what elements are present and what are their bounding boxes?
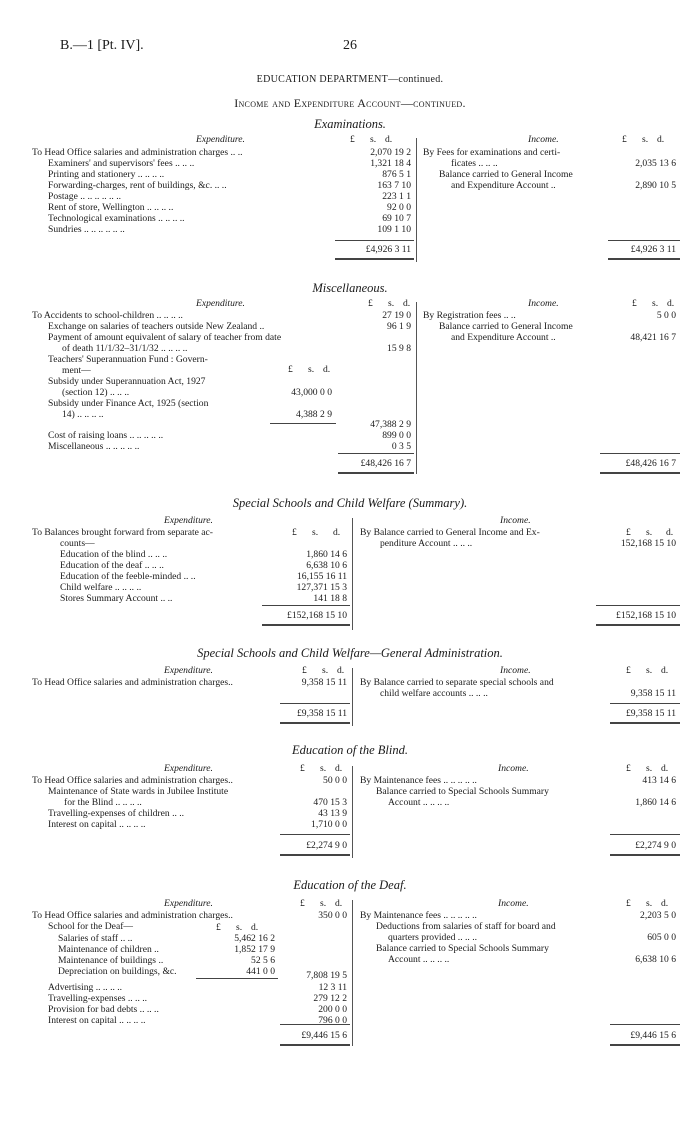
expenditure-row-amount: 27 19 0 [382,310,411,321]
expenditure-row-label: Advertising .. .. .. .. [48,982,123,993]
exp-pounds-heading: £ [300,898,305,909]
sub-shillings-heading: s. [308,364,315,375]
department-heading: EDUCATION DEPARTMENT—continued. [256,74,444,85]
expenditure-subtotal-rule [280,703,350,704]
income-row-label: By Fees for examinations and certi- [423,147,561,158]
expenditure-total: £152,168 15 10 [287,610,347,621]
expenditure-row-amount: 50 0 0 [323,775,347,786]
income-subtotal-rule [610,834,680,835]
expenditure-row-label: Stores Summary Account .. .. [60,593,173,604]
special-admin-title: Special Schools and Child Welfare—General Administration. [197,646,503,660]
income-row-label: and Expenditure Account .. [451,180,556,191]
exp-pence-heading: d. [385,134,393,145]
expenditure-row-label: Subsidy under Superannuation Act, 1927 [48,376,206,387]
expenditure-row-label: To Head Office salaries and administration charges.. [32,910,233,921]
income-subtotal-rule [610,1024,680,1025]
income-total: £2,274 9 0 [635,840,676,851]
inc-pounds-heading: £ [626,527,631,538]
inc-shillings-heading: s. [646,898,653,909]
exp-pounds-heading: £ [302,665,307,676]
income-row-label: Balance carried to Special Schools Summary [376,943,549,954]
exp-pounds-heading: £ [292,527,297,538]
expenditure-row-amount: 0 3 5 [391,441,411,452]
column-divider [352,518,353,630]
income-row-label: Balance carried to Special Schools Summary [376,786,549,797]
sub-pounds-heading: £ [288,364,293,375]
school-row-label: Depreciation on buildings, &c. [58,966,177,977]
expenditure-row-amount: 796 0 0 [318,1015,347,1026]
income-row-label: Balance carried to General Income [439,321,573,332]
expenditure-total: £48,426 16 7 [360,458,411,469]
expenditure-row-amount: 2,070 19 2 [370,147,411,158]
expenditure-row-label: To Head Office salaries and administration charges.. [32,775,233,786]
exp-pounds-heading: £ [300,763,305,774]
income-row-amount: 1,860 14 6 [635,797,676,808]
inc-pence-heading: d. [661,665,669,676]
examinations-title: Examinations. [314,117,386,131]
school-row-amount: 1,852 17 9 [234,944,275,955]
income-subtotal-rule [600,453,680,454]
income-row-label: ficates .. .. .. [451,158,498,169]
income-row-amount: 48,421 16 7 [630,332,676,343]
income-row-label: Account .. .. .. .. [388,954,450,965]
expenditure-row-label: School for the Deaf— [48,921,133,932]
expenditure-subtotal-rule [335,240,414,241]
sub-pence-heading: d. [323,364,331,375]
expenditure-subtotal-rule [338,453,414,454]
exp-pounds-heading: £ [350,134,355,145]
expenditure-row-amount: 96 1 9 [387,321,411,332]
income-total: £9,358 15 11 [625,708,676,719]
expenditure-row-label: of death 11/1/32–31/1/32 .. .. .. .. [62,343,188,354]
inc-pounds-heading: £ [626,665,631,676]
inc-pounds-heading: £ [632,298,637,309]
inc-shillings-heading: s. [646,527,653,538]
expenditure-row-label: Provision for bad debts .. .. .. [48,1004,159,1015]
expenditure-row-label: Education of the feeble-minded .. .. [60,571,196,582]
expenditure-row-amount: 470 15 3 [313,797,347,808]
subsidy-amount: 4,388 2 9 [296,409,332,420]
income-total: £152,168 15 10 [616,610,676,621]
income-total-rule [610,854,680,859]
expenditure-row-label: Postage .. .. .. .. .. .. [48,191,122,202]
exp-shillings-heading: s. [320,898,327,909]
income-heading: Income. [528,134,559,145]
expenditure-row-label: Sundries .. .. .. .. .. .. [48,224,125,235]
deaf-title: Education of the Deaf. [293,878,407,892]
income-heading: Income. [498,898,529,909]
school-row-label: Maintenance of buildings .. [58,955,164,966]
income-row-amount: 5 0 0 [656,310,676,321]
income-row-amount: 2,203 5 0 [640,910,676,921]
income-subtotal-rule [596,605,680,606]
income-heading: Income. [500,515,531,526]
expenditure-row-label: Technological examinations .. .. .. .. [48,213,185,224]
expenditure-row-label: To Balances brought forward from separate ac- [32,527,213,538]
exp-pence-heading: d. [333,527,341,538]
expenditure-row-amount: 43 13 9 [318,808,347,819]
subsidy-rule [270,423,336,424]
income-row-label: Balance carried to General Income [439,169,573,180]
income-row-amount: 6,638 10 6 [635,954,676,965]
sub-pence-heading: d. [251,922,259,933]
expenditure-row-amount: 350 0 0 [318,910,347,921]
expenditure-total-rule [338,472,414,477]
exp-pence-heading: d. [403,298,411,309]
inc-pence-heading: d. [657,134,665,145]
expenditure-row-label: ment— [62,365,91,376]
expenditure-subtotal-rule [262,605,350,606]
expenditure-row-amount: 12 3 11 [318,982,347,993]
sub-pounds-heading: £ [216,922,221,933]
income-row-label: penditure Account .. .. .. [380,538,473,549]
exp-shillings-heading: s. [320,763,327,774]
expenditure-row-label: Child welfare .. .. .. .. [60,582,142,593]
expenditure-row-amount: 109 1 10 [377,224,411,235]
expenditure-row-label: Cost of raising loans .. .. .. .. .. [48,430,164,441]
expenditure-row-label: for the Blind .. .. .. .. [64,797,142,808]
income-total: £48,426 16 7 [625,458,676,469]
inc-pounds-heading: £ [626,898,631,909]
expenditure-row-label: Miscellaneous .. .. .. .. .. [48,441,140,452]
exp-pounds-heading: £ [368,298,373,309]
expenditure-row-label: Rent of store, Wellington .. .. .. .. [48,202,174,213]
expenditure-row-amount: 69 10 7 [382,213,411,224]
expenditure-row-amount: 200 0 0 [318,1004,347,1015]
expenditure-heading: Expenditure. [196,134,245,145]
expenditure-row-amount: 92 0 0 [387,202,411,213]
school-row-amount: 52 5 6 [251,955,275,966]
inc-pence-heading: d. [661,898,669,909]
income-total: £4,926 3 11 [630,244,676,255]
income-subtotal-rule [608,240,680,241]
column-divider [352,668,353,726]
page-reference: B.—1 [Pt. IV]. [60,38,144,53]
income-heading: Income. [498,763,529,774]
account-title: Income and Expenditure Account—continued. [234,96,466,110]
expenditure-total: £9,358 15 11 [296,708,347,719]
expenditure-row-label: Maintenance of State wards in Jubilee Institute [48,786,229,797]
expenditure-total-rule [280,1044,350,1049]
blind-title: Education of the Blind. [292,743,408,757]
income-row-amount: 152,168 15 10 [620,538,676,549]
income-total-rule [610,722,680,727]
expenditure-total: £2,274 9 0 [306,840,347,851]
expenditure-heading: Expenditure. [164,515,213,526]
income-heading: Income. [528,298,559,309]
school-subtotal: 7,808 19 5 [306,970,347,981]
expenditure-row-amount: 127,371 15 3 [296,582,347,593]
expenditure-row-label: Travelling-expenses of children .. .. [48,808,185,819]
expenditure-row-amount: 876 5 1 [382,169,411,180]
income-row-amount: 2,035 13 6 [635,158,676,169]
expenditure-heading: Expenditure. [164,763,213,774]
miscellaneous-title: Miscellaneous. [312,281,388,295]
expenditure-row-label: Education of the blind .. .. .. [60,549,168,560]
expenditure-row-amount: 223 1 1 [382,191,411,202]
income-heading: Income. [500,665,531,676]
school-row-label: Salaries of staff .. .. [58,933,133,944]
expenditure-total: £9,446 15 6 [301,1030,347,1041]
expenditure-row-label: Payment of amount equivalent of salary of teacher from date [48,332,282,343]
expenditure-row-label: Education of the deaf .. .. .. [60,560,164,571]
expenditure-total-rule [262,624,350,629]
expenditure-row-label: Subsidy under Finance Act, 1925 (section [48,398,209,409]
expenditure-row-amount: 9,358 15 11 [301,677,347,688]
income-row-label: quarters provided .. .. .. [388,932,477,943]
income-row-amount: 2,890 10 5 [635,180,676,191]
page-number: 26 [343,38,357,53]
expenditure-row-label: To Accidents to school-children .. .. .. .. [32,310,183,321]
exp-shillings-heading: s. [388,298,395,309]
income-total-rule [596,624,680,629]
expenditure-row-amount: 1,860 14 6 [306,549,347,560]
expenditure-row-amount: 1,321 18 4 [370,158,411,169]
expenditure-heading: Expenditure. [164,898,213,909]
expenditure-row-amount: 899 0 0 [382,430,411,441]
expenditure-row-amount: 15 9 8 [387,343,411,354]
income-total-rule [600,472,680,477]
expenditure-total-rule [280,854,350,859]
expenditure-heading: Expenditure. [196,298,245,309]
expenditure-row-label: To Head Office salaries and administration charges.. [32,677,233,688]
inc-pounds-heading: £ [622,134,627,145]
expenditure-row-amount: 141 18 8 [313,593,347,604]
income-total: £9,446 15 6 [630,1030,676,1041]
income-row-label: By Maintenance fees .. .. .. .. .. [360,910,477,921]
expenditure-row-amount: 1,710 0 0 [311,819,347,830]
expenditure-subtotal-rule [280,834,350,835]
inc-pence-heading: d. [666,527,674,538]
column-divider [352,766,353,858]
expenditure-row-label: Teachers' Superannuation Fund : Govern- [48,354,208,365]
income-row-amount: 9,358 15 11 [630,688,676,699]
income-row-label: Account .. .. .. .. [388,797,450,808]
exp-shillings-heading: s. [370,134,377,145]
expenditure-row-label: Interest on capital .. .. .. .. [48,1015,146,1026]
sub-shillings-heading: s. [236,922,243,933]
expenditure-total: £4,926 3 11 [365,244,411,255]
column-divider [416,302,417,474]
exp-pence-heading: d. [335,898,343,909]
expenditure-row-label: Printing and stationery .. .. .. .. [48,169,165,180]
exp-pence-heading: d. [335,763,343,774]
expenditure-row-label: counts— [60,538,95,549]
inc-shillings-heading: s. [646,763,653,774]
income-row-label: child welfare accounts .. .. .. [380,688,488,699]
income-row-label: Deductions from salaries of staff for board and [376,921,556,932]
expenditure-row-label: Forwarding-charges, rent of buildings, &c. .. .. [48,180,227,191]
income-total-rule [608,258,680,263]
inc-shillings-heading: s. [652,298,659,309]
subsidy-subtotal: 47,388 2 9 [370,419,411,430]
expenditure-row-label: Interest on capital .. .. .. .. [48,819,146,830]
column-divider [352,900,353,1046]
expenditure-row-amount: 16,155 16 11 [296,571,347,582]
special-summary-title: Special Schools and Child Welfare (Summary). [232,496,468,510]
inc-shillings-heading: s. [646,665,653,676]
expenditure-heading: Expenditure. [164,665,213,676]
expenditure-row-label: Examiners' and supervisors' fees .. .. .. [48,158,195,169]
inc-pence-heading: d. [667,298,675,309]
expenditure-row-label: 14) .. .. .. .. [62,409,104,420]
column-divider [416,138,417,262]
school-row-label: Maintenance of children .. [58,944,159,955]
school-row-amount: 5,462 16 2 [234,933,275,944]
income-row-label: By Registration fees .. .. [423,310,516,321]
income-row-amount: 413 14 6 [642,775,676,786]
expenditure-total-rule [335,258,414,263]
expenditure-row-amount: 163 7 10 [377,180,411,191]
expenditure-subtotal-rule [280,1024,350,1025]
income-subtotal-rule [610,703,680,704]
income-row-label: By Maintenance fees .. .. .. .. .. [360,775,477,786]
expenditure-row-label: Travelling-expenses .. .. .. [48,993,148,1004]
school-row-amount: 441 0 0 [246,966,275,977]
income-row-label: By Balance carried to separate special schools and [360,677,554,688]
expenditure-total-rule [280,722,350,727]
school-subtotal-rule [196,978,278,979]
exp-pence-heading: d. [337,665,345,676]
income-total-rule [610,1044,680,1049]
expenditure-row-label: To Head Office salaries and administration charges .. .. [32,147,243,158]
subsidy-amount: 43,000 0 0 [291,387,332,398]
inc-shillings-heading: s. [642,134,649,145]
income-row-label: and Expenditure Account .. [451,332,556,343]
expenditure-row-amount: 279 12 2 [313,993,347,1004]
expenditure-row-amount: 6,638 10 6 [306,560,347,571]
expenditure-row-label: (section 12) .. .. .. [62,387,130,398]
inc-pence-heading: d. [661,763,669,774]
income-row-label: By Balance carried to General Income and Ex- [360,527,540,538]
income-row-amount: 605 0 0 [647,932,676,943]
inc-pounds-heading: £ [626,763,631,774]
exp-shillings-heading: s. [312,527,319,538]
exp-shillings-heading: s. [322,665,329,676]
expenditure-row-label: Exchange on salaries of teachers outside New Zealand .. [48,321,265,332]
